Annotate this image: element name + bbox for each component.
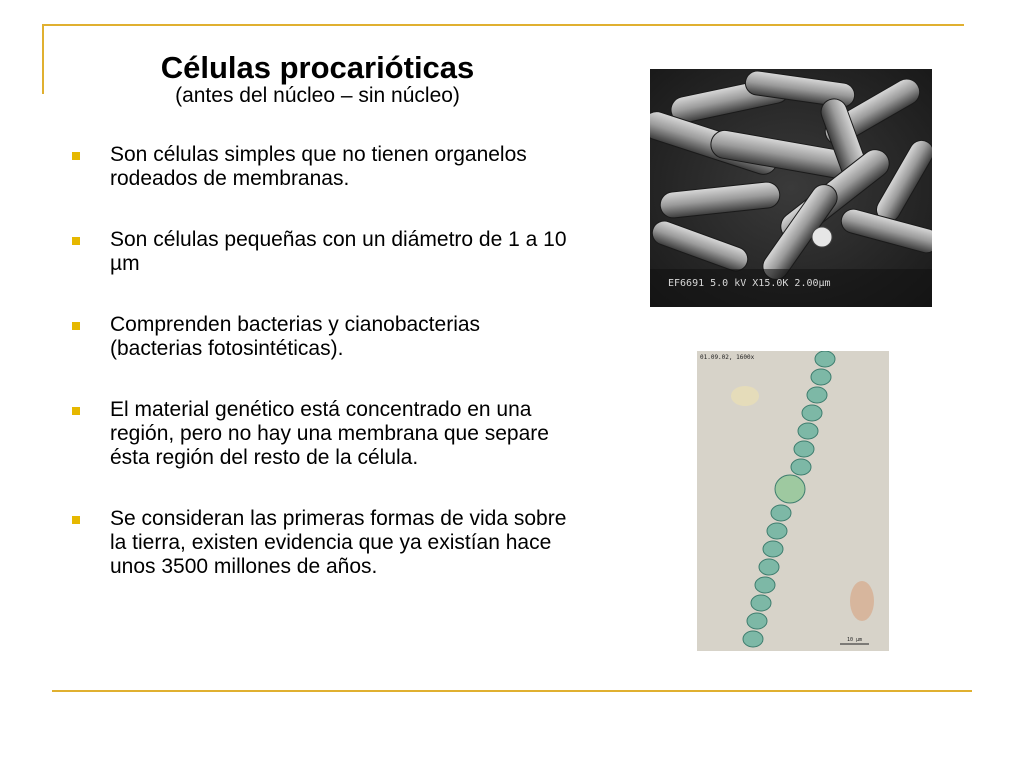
bacteria-sem-image [650,69,932,307]
bullet-text: Son células pequeñas con un diámetro de 1 a 10 µm [110,228,567,275]
bullet-marker [72,407,80,415]
bullet-text: Son células simples que no tienen organelos rodeados de membranas. [110,143,527,190]
bullet-marker [72,237,80,245]
bullet-marker [72,152,80,160]
slide-subtitle: (antes del núcleo – sin núcleo) [175,84,460,107]
bullet-list [72,143,572,616]
bullet-item [72,143,572,191]
bullet-text: El material genético está concentrado en una región, pero no hay una membrana que separe ésta región del resto de la célula. [110,398,549,469]
bullet-text: Comprenden bacterias y cianobacterias (bacterias fotosintéticas). [110,313,481,360]
bullet-item [72,507,572,579]
bullet-item [72,228,572,276]
bullet-text: Se consideran las primeras formas de vida sobre la tierra, existen evidencia que ya existían hace unos 3500 millones de años. [110,507,567,578]
scale-label: 10 µm [847,637,863,643]
slide-title: Células procarióticas [160,50,475,85]
left-rule [42,24,44,94]
bottom-rule [52,690,972,692]
micrograph-label: 01.09.02, 1600x [700,354,755,361]
top-rule [42,24,964,26]
cyanobacteria-micrograph-image [697,351,889,651]
bullet-item [72,313,572,361]
bullet-marker [72,516,80,524]
bullet-marker [72,322,80,330]
bullet-item [72,398,572,470]
sem-caption: EF6691 5.0 kV X15.0K 2.00µm [668,278,831,289]
